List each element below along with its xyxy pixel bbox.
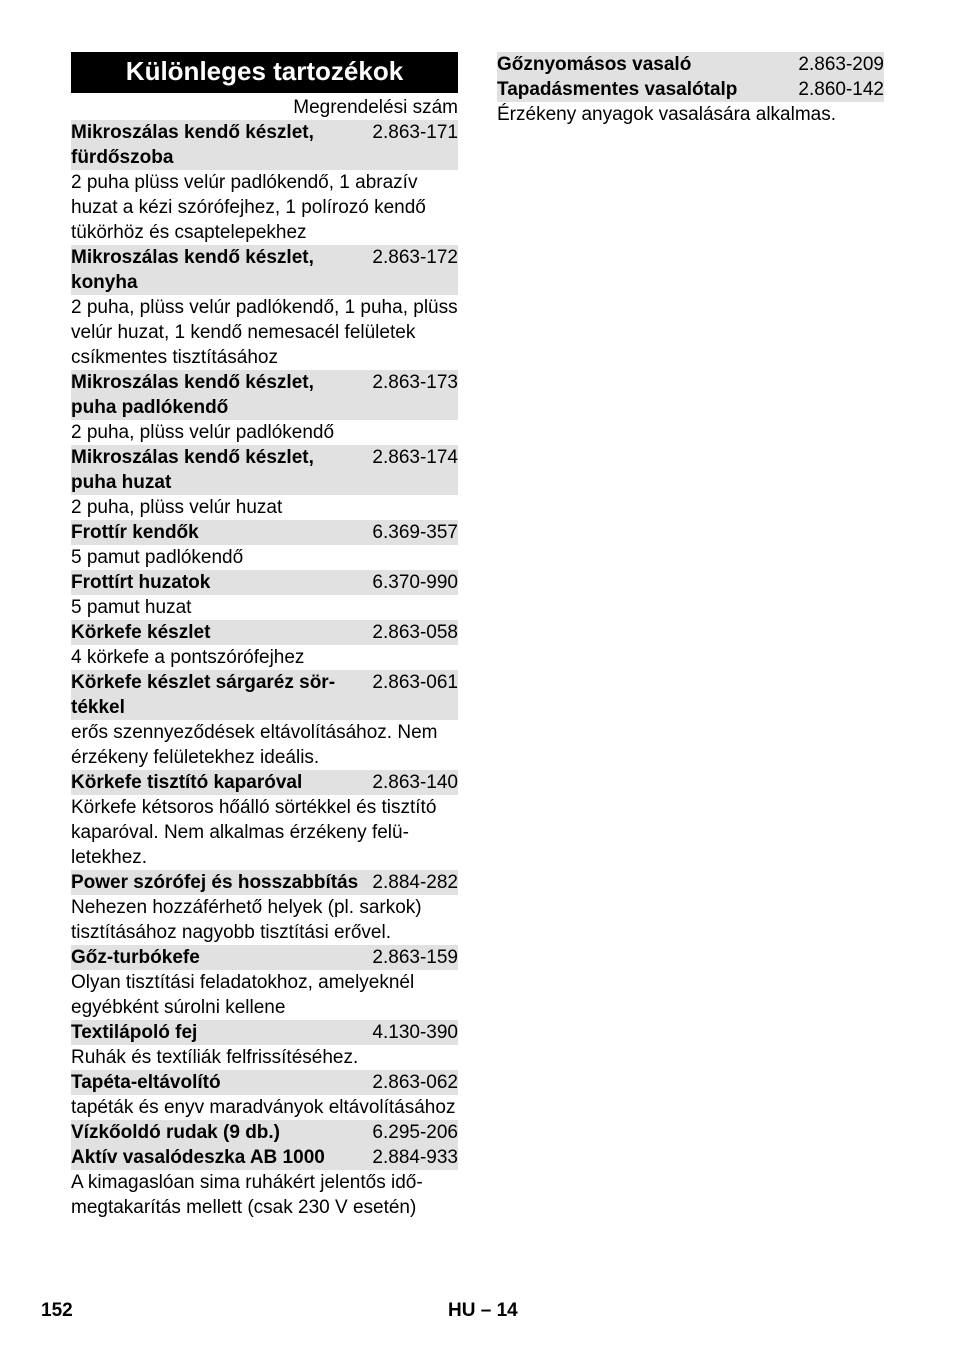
accessory-description: 5 pamut huzat <box>71 597 192 618</box>
page-number: 152 <box>41 1300 73 1321</box>
right-column <box>497 52 884 127</box>
accessory-list <box>71 120 458 1220</box>
section-title: Különleges tartozékok <box>71 52 458 93</box>
accessory-name: Mikroszálas kendő készlet, konyha <box>71 247 314 293</box>
accessory-name: Mikroszálas kendő készlet, fürdőszoba <box>71 122 314 168</box>
accessory-item <box>71 570 458 620</box>
accessory-item-header <box>71 520 458 545</box>
accessory-description: 4 körkefe a pontszórófejhez <box>71 647 305 668</box>
accessory-description: 2 puha, plüss velúr padlókendő <box>71 422 335 443</box>
accessory-name: Aktív vasalódeszka AB 1000 <box>71 1147 325 1168</box>
order-number: 2.863-172 <box>372 247 458 268</box>
accessory-list-continued <box>497 52 884 127</box>
accessory-description: 2 puha, plüss velúr huzat <box>71 497 283 518</box>
order-number: 2.863-174 <box>372 447 458 468</box>
page-reference: HU – 14 <box>448 1300 518 1321</box>
accessory-item-header <box>497 77 884 102</box>
accessory-item-header <box>71 120 458 170</box>
accessory-item <box>71 1020 458 1070</box>
order-number: 2.863-140 <box>372 772 458 793</box>
accessory-item <box>71 770 458 870</box>
accessory-item-header <box>71 245 458 295</box>
accessory-item-header <box>71 570 458 595</box>
accessory-name: Mikroszálas kendő készlet, puha huzat <box>71 447 314 493</box>
accessory-item-header <box>71 445 458 495</box>
accessory-description: 2 puha plüss velúr padlókendő, 1 abrazív huzat a kézi szórófejhez, 1 polírozó kendő tükörhöz és csaptelepekhez <box>71 172 426 243</box>
accessory-item-header <box>71 770 458 795</box>
accessory-name: Körkefe készlet <box>71 622 211 643</box>
accessory-item-header <box>71 1020 458 1045</box>
accessory-description: erős szennyeződések eltávolításához. Nem érzékeny felületekhez ideális. <box>71 722 438 768</box>
order-number: 6.369-357 <box>372 522 458 543</box>
accessory-item <box>71 370 458 445</box>
accessory-item-header <box>71 370 458 420</box>
accessory-name: Tapadásmentes vasalótalp <box>497 79 738 100</box>
accessory-description: tapéták és enyv maradványok eltávolításához <box>71 1097 456 1118</box>
order-number: 2.863-058 <box>372 622 458 643</box>
accessory-item <box>71 120 458 245</box>
accessory-name: Frottírt huzatok <box>71 572 211 593</box>
accessory-item-header <box>71 620 458 645</box>
order-number: 2.863-159 <box>372 947 458 968</box>
accessory-description: Olyan tisztítási feladatokhoz, amelyeknél egyébként súrolni kellene <box>71 972 415 1018</box>
accessory-item <box>71 1145 458 1220</box>
accessory-item <box>71 445 458 520</box>
accessory-description: 5 pamut padlókendő <box>71 547 244 568</box>
accessory-item <box>71 670 458 770</box>
accessory-name: Power szórófej és hosszabbítás <box>71 872 359 893</box>
order-number: 6.295-206 <box>372 1122 458 1143</box>
order-number-header: Megrendelési szám <box>293 97 458 118</box>
accessory-item-header <box>71 1070 458 1095</box>
accessory-item-header <box>71 670 458 720</box>
accessory-item <box>71 1070 458 1120</box>
accessory-name: Frottír kendők <box>71 522 199 543</box>
accessory-item-header <box>71 1145 458 1170</box>
order-number: 2.860-142 <box>798 79 884 100</box>
accessory-name: Körkefe tisztító kaparóval <box>71 772 303 793</box>
order-number: 2.884-933 <box>372 1147 458 1168</box>
accessory-name: Textilápoló fej <box>71 1022 198 1043</box>
accessory-description: Körkefe kétsoros hőálló sörtékkel és tisztító kaparóval. Nem alkalmas érzékeny felületekhez. <box>71 797 437 868</box>
accessory-description: Érzékeny anyagok vasalására alkalmas. <box>497 104 837 125</box>
accessory-description: Nehezen hozzáférhető helyek (pl. sarkok) tisztításához nagyobb tisztítási erővel. <box>71 897 422 943</box>
accessory-item <box>71 945 458 1020</box>
order-number: 2.863-171 <box>372 122 458 143</box>
order-number: 2.863-061 <box>372 672 458 693</box>
accessory-description: 2 puha, plüss velúr padlókendő, 1 puha, plüss velúr huzat, 1 kendő nemesacél felületek csíkmentes tisztításához <box>71 297 458 368</box>
accessory-item-header <box>497 52 884 77</box>
accessory-name: Gőz-turbókefe <box>71 947 200 968</box>
order-number: 2.863-062 <box>372 1072 458 1093</box>
accessory-description: A kimagaslóan sima ruhákért jelentős időmegtakarítás mellett (csak 230 V esetén) <box>71 1172 423 1218</box>
accessory-name: Körkefe készlet sárgaréz sörtékkel <box>71 672 336 718</box>
accessory-description: Ruhák és textíliák felfrissítéséhez. <box>71 1047 359 1068</box>
accessory-item-header <box>71 1120 458 1145</box>
order-number: 6.370-990 <box>372 572 458 593</box>
accessory-name: Gőznyomásos vasaló <box>497 54 692 75</box>
order-number: 2.863-173 <box>372 372 458 393</box>
accessory-item <box>71 1120 458 1145</box>
accessory-item-header <box>71 870 458 895</box>
order-number: 2.884-282 <box>372 872 458 893</box>
accessory-name: Mikroszálas kendő készlet, puha padlókendő <box>71 372 314 418</box>
accessory-item <box>71 870 458 945</box>
accessory-item <box>71 245 458 370</box>
accessory-name: Tapéta-eltávolító <box>71 1072 221 1093</box>
accessory-item <box>71 520 458 570</box>
accessory-item <box>497 77 884 127</box>
order-number: 4.130-390 <box>372 1022 458 1043</box>
left-column <box>71 52 458 1220</box>
accessory-name: Vízkőoldó rudak (9 db.) <box>71 1122 281 1143</box>
accessory-item-header <box>71 945 458 970</box>
order-number: 2.863-209 <box>798 54 884 75</box>
accessory-item <box>497 52 884 77</box>
accessory-item <box>71 620 458 670</box>
